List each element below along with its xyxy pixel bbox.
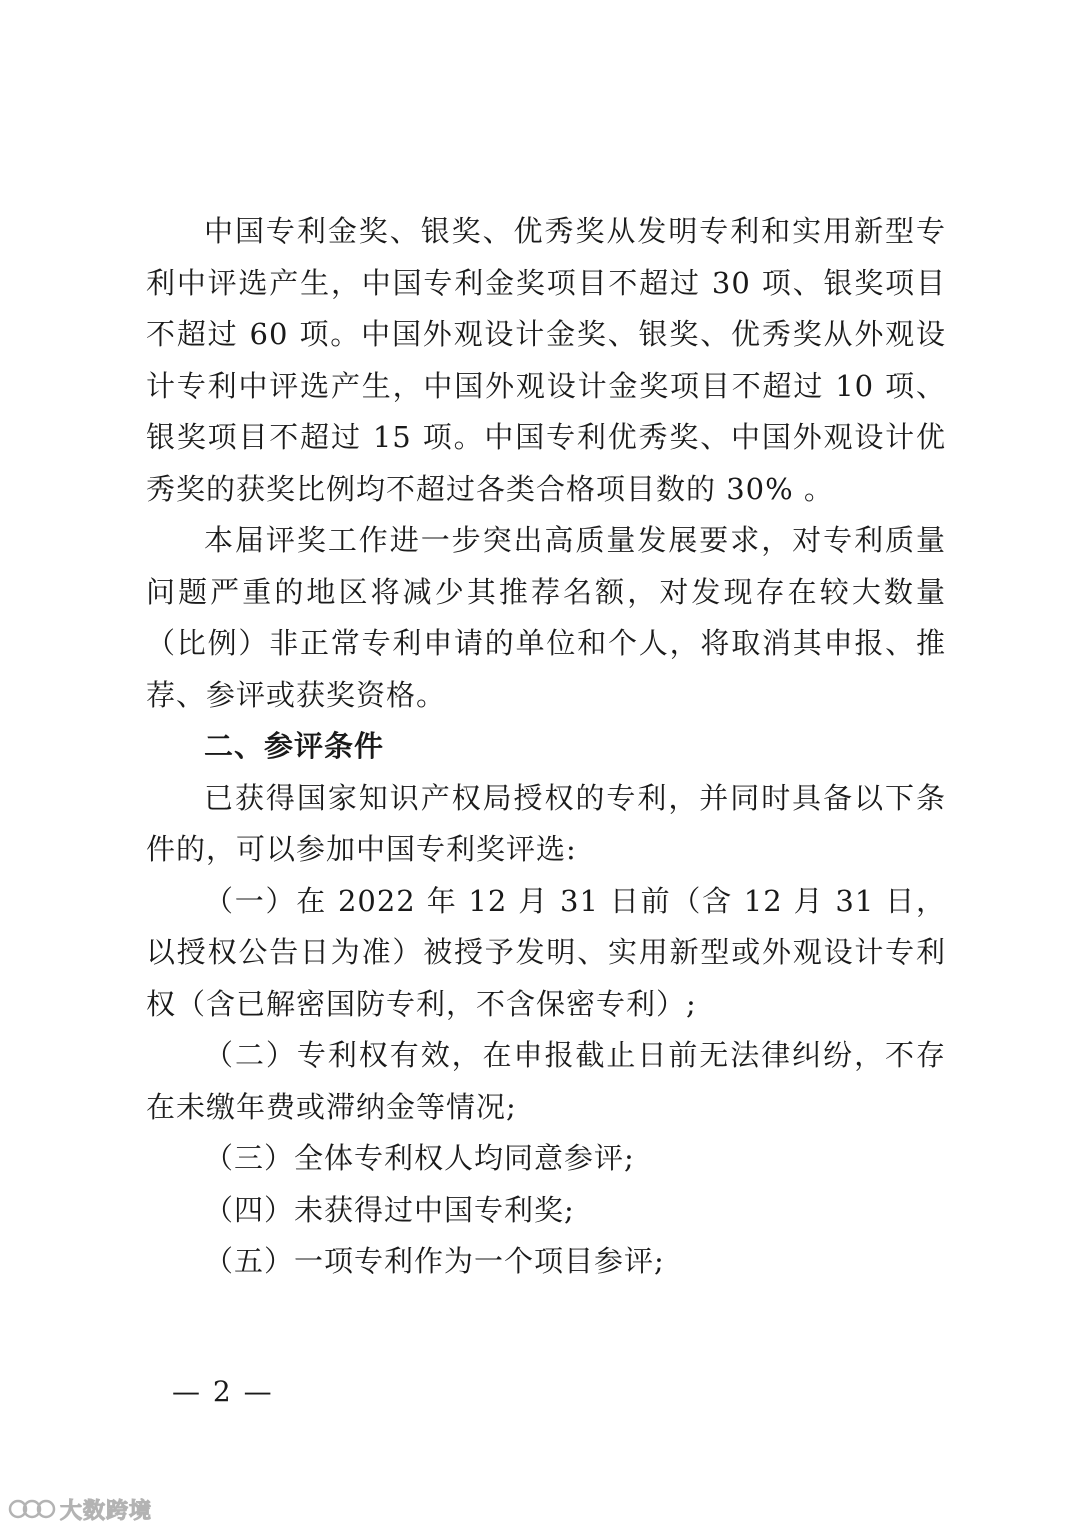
condition-item-4: （四）未获得过中国专利奖; xyxy=(204,1192,575,1227)
award-quota-paragraph: 中国专利金奖、银奖、优秀奖从发明专利和实用新型专利中评选产生，中国专利金奖项目不超过 30 项、银奖项目不超过 60 项。中国外观设计金奖、银奖、优秀奖从外观设计专利中评选产生，中国外观设计金奖项目不超过 10 项、银奖项目不超过 15 项。中国专利优秀奖、中国外观设计优秀奖的获奖比例均不超过各类合格项目数的 30% 。 xyxy=(146,214,946,506)
condition-item-3: （三）全体专利权人均同意参评; xyxy=(204,1141,635,1175)
quality-requirement-paragraph: 本届评奖工作进一步突出高质量发展要求，对专利质量问题严重的地区将减少其推荐名额，对发现存在较大数量（比例）非正常专利申请的单位和个人，将取消其申报、推荐、参评或获奖资格。 xyxy=(146,523,946,712)
watermark-text: 大数跨境 xyxy=(60,1498,153,1524)
condition-item-1: （一）在 2022 年 12 月 31 日前（含 12 月 31 日，以授权公告日为准）被授予发明、实用新型或外观设计专利权（含已解密国防专利，不含保密专利）; xyxy=(146,883,946,1021)
section-heading: 二、参评条件 xyxy=(204,729,385,763)
document-body xyxy=(146,206,946,1288)
condition-item-5: （五）一项专利作为一个项目参评; xyxy=(204,1244,665,1278)
watermark-logo-icon xyxy=(8,1497,56,1521)
watermark xyxy=(8,1494,152,1524)
condition-item-2: （二）专利权有效，在申报截止日前无法律纠纷，不存在未缴年费或滞纳金等情况; xyxy=(146,1038,946,1124)
conditions-intro: 已获得国家知识产权局授权的专利，并同时具备以下条件的，可以参加中国专利奖评选: xyxy=(146,780,946,866)
page-number: — 2 — xyxy=(172,1375,274,1408)
